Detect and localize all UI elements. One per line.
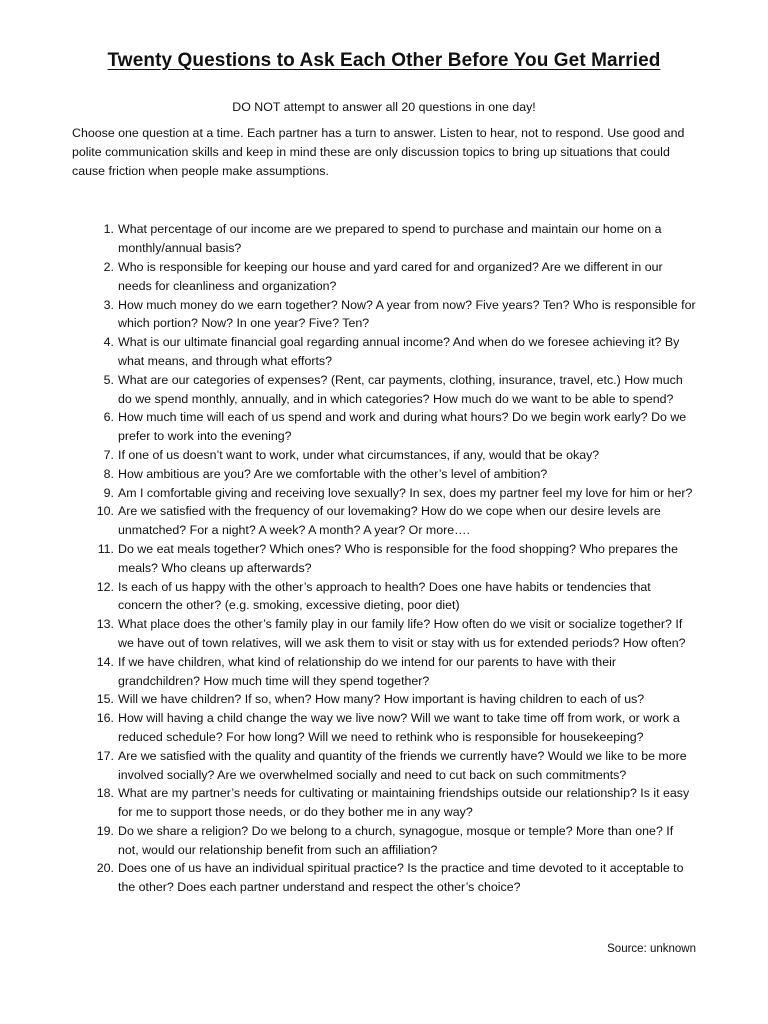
question-text: If we have children, what kind of relationship do we intend for our parents to have with their grandchildren? How much time will they spend together?: [118, 654, 616, 688]
question-number: 16.: [96, 711, 114, 726]
question-item: [72, 502, 696, 540]
question-number: 9.: [103, 485, 114, 500]
question-number: 18.: [96, 786, 114, 801]
question-item: [72, 784, 696, 822]
source-note: Source: unknown: [607, 943, 696, 955]
question-item: [72, 296, 696, 334]
question-text: Is each of us happy with the other’s approach to health? Does one have habits or tendencies that concern the other? (e.g. smoking, excessive dieting, poor diet): [118, 579, 651, 613]
question-text: If one of us doesn’t want to work, under what circumstances, if any, would that be okay?: [118, 447, 600, 462]
question-item: [72, 578, 696, 616]
question-number: 4.: [103, 335, 114, 350]
question-item: [72, 653, 696, 691]
question-item: [72, 465, 696, 484]
question-text: Do we share a religion? Do we belong to a church, synagogue, mosque or temple? More than one? If not, would our relationship benefit from such an affiliation?: [118, 823, 674, 857]
question-number: 15.: [96, 692, 114, 707]
question-text: What percentage of our income are we prepared to spend to purchase and maintain our home on a monthly/annual basis?: [118, 222, 662, 256]
question-item: [72, 615, 696, 653]
question-item: [72, 822, 696, 860]
question-text: What place does the other’s family play in our family life? How often do we visit or socialize together? If we have out of town relatives, will we ask them to visit or stay with us for extended periods? How often?: [118, 617, 686, 650]
question-number: 20.: [96, 861, 114, 876]
question-item: [72, 220, 696, 258]
question-number: 1.: [103, 222, 114, 237]
question-text: Are we satisfied with the quality and quantity of the friends we currently have? Would we like to be more involved socially? Are we overwhelmed socially and need to cut back on such commitments?: [118, 748, 687, 782]
question-text: Do we eat meals together? Which ones? Who is responsible for the food shopping? Who prepares the meals? Who cleans up afterwards?: [118, 541, 678, 575]
question-number: 17.: [96, 748, 114, 763]
question-text: Am I comfortable giving and receiving love sexually? In sex, does my partner feel my love for him or her?: [118, 485, 693, 500]
document-subtitle: DO NOT attempt to answer all 20 questions in one day!: [232, 100, 536, 114]
question-item: [72, 446, 696, 465]
question-text: What is our ultimate financial goal regarding annual income? And when do we foresee achieving it? By what means, and through what efforts?: [118, 335, 680, 368]
question-number: 12.: [96, 579, 114, 594]
question-item: [72, 371, 696, 409]
question-item: [72, 747, 696, 785]
question-text: How ambitious are you? Are we comfortable with the other’s level of ambition?: [118, 466, 548, 481]
question-text: How much time will each of us spend and work and during what hours? Do we begin work early? Do we prefer to work into the evening?: [118, 410, 687, 444]
question-number: 6.: [103, 410, 114, 425]
question-item: [72, 690, 696, 709]
question-text: Are we satisfied with the frequency of our lovemaking? How do we cope when our desire levels are unmatched? For a night? A week? A month? A year? Or more….: [118, 504, 661, 538]
question-text: Will we have children? If so, when? How many? How important is having children to each of us?: [118, 692, 645, 707]
question-number: 10.: [96, 504, 114, 519]
question-item: [72, 258, 696, 296]
question-text: How much money do we earn together? Now? A year from now? Five years? Ten? Who is responsible for which portion? Now? In one year? Five? Ten?: [118, 297, 696, 331]
question-number: 19.: [96, 823, 114, 838]
question-text: How will having a child change the way we live now? Will we want to take time off from work, or work a reduced schedule? For how long? Will we need to rethink who is responsible for housekeeping?: [118, 711, 680, 744]
question-text: Who is responsible for keeping our house and yard cared for and organized? Are we different in our needs for cleanliness and organization?: [118, 259, 663, 293]
question-number: 14.: [96, 654, 114, 669]
question-number: 7.: [103, 447, 114, 462]
question-item: [72, 540, 696, 578]
question-number: 2.: [103, 259, 114, 274]
question-item: [72, 709, 696, 747]
question-number: 13.: [96, 617, 114, 632]
question-text: Does one of us have an individual spiritual practice? Is the practice and time devoted to it acceptable to the other? Does each partner understand and respect the other’s choice?: [118, 861, 684, 895]
document-title: Twenty Questions to Ask Each Other Before You Get Married: [107, 50, 661, 71]
question-number: 8.: [103, 466, 114, 481]
question-item: [72, 333, 696, 371]
question-text: What are our categories of expenses? (Rent, car payments, clothing, insurance, travel, etc.) How much do we spend monthly, annually, and in which categories? How much do we want to be able to spend?: [118, 372, 683, 406]
question-item: [72, 484, 696, 503]
question-list: [72, 220, 696, 897]
question-text: What are my partner’s needs for cultivating or maintaining friendships outside our relationship? Is it easy for me to support those needs, or do they bother me in any way?: [118, 786, 690, 820]
intro-paragraph: Choose one question at a time. Each partner has a turn to answer. Listen to hear, not to respond. Use good and polite communication skills and keep in mind these are only discussion topics to bring up situations that could cause friction when people make assumptions.: [72, 126, 685, 178]
question-number: 3.: [103, 297, 114, 312]
question-number: 5.: [103, 372, 114, 387]
question-number: 11.: [97, 541, 114, 556]
question-item: [72, 408, 696, 446]
question-item: [72, 859, 696, 897]
